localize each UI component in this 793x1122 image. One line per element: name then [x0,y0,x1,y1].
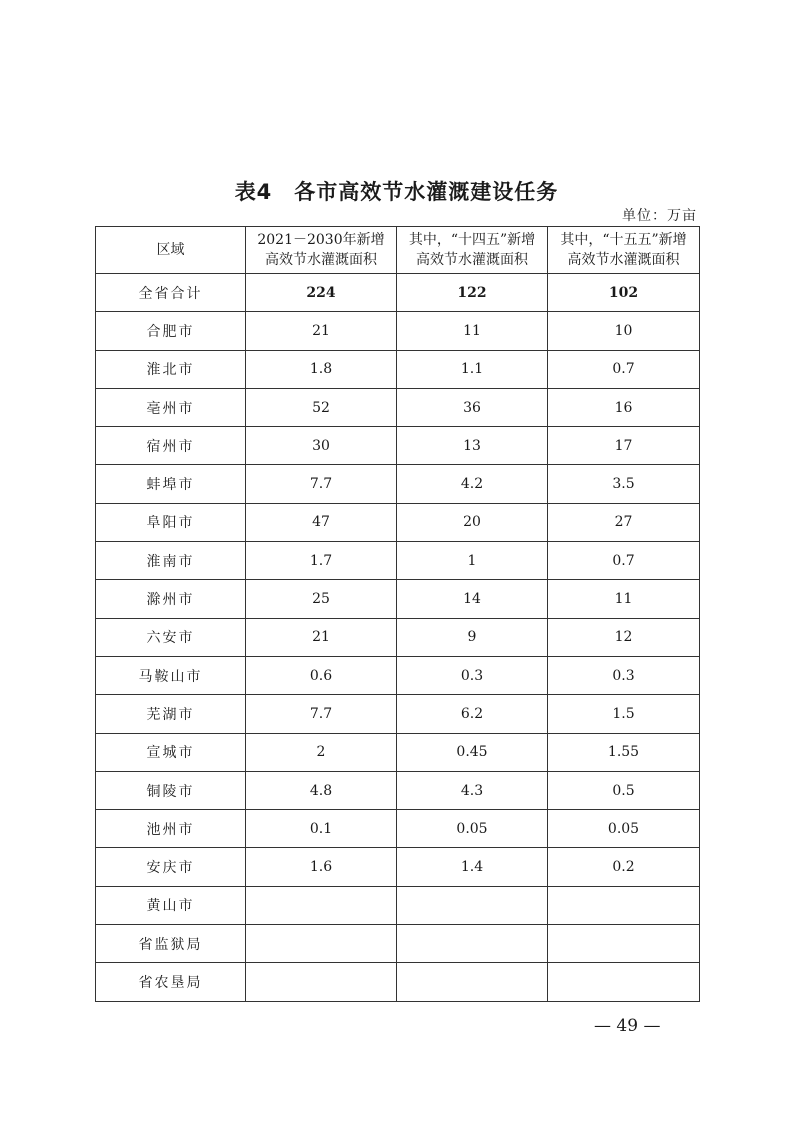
total-cell: 21 [246,312,397,350]
table-row [96,733,700,771]
header-14th-line1: 其中，“十四五”新增 [408,232,536,248]
p14-cell: 0.3 [397,656,548,694]
table-row [96,503,700,541]
total-cell: 30 [246,427,397,465]
p14-cell [397,925,548,963]
table-row [96,848,700,886]
header-15th-line1: 其中，“十五五”新增 [560,232,687,248]
total-cell: 47 [246,503,397,541]
total-cell: 4.8 [246,771,397,809]
p15-cell: 17 [548,427,700,465]
total-cell: 0.1 [246,810,397,848]
region-cell: 亳州市 [96,388,246,426]
region-cell: 合肥市 [96,312,246,350]
irrigation-task-table [95,226,700,1002]
total-cell: 7.7 [246,465,397,503]
p14-cell: 13 [397,427,548,465]
p15-cell: 0.5 [548,771,700,809]
header-14th-line2: 高效节水灌溉面积 [416,252,528,268]
region-cell: 六安市 [96,618,246,656]
table-row [96,580,700,618]
p14-cell: 6.2 [397,695,548,733]
p15-cell: 10 [548,312,700,350]
p15-cell: 0.2 [548,848,700,886]
region-cell: 省农垦局 [96,963,246,1001]
table-row [96,465,700,503]
table-row [96,963,700,1001]
header-total-line2: 高效节水灌溉面积 [265,252,377,268]
p14-cell [397,886,548,924]
table-row [96,350,700,388]
p14-cell: 1.4 [397,848,548,886]
region-cell: 池州市 [96,810,246,848]
region-cell: 宿州市 [96,427,246,465]
header-row [96,227,700,274]
table-row [96,810,700,848]
table-row-total [96,274,700,312]
p15-cell [548,925,700,963]
p15-cell: 0.7 [548,542,700,580]
table-body [96,274,700,1002]
p15-cell: 12 [548,618,700,656]
p14-cell: 9 [397,618,548,656]
p15-cell: 1.55 [548,733,700,771]
total-cell: 0.6 [246,656,397,694]
total-cell: 1.7 [246,542,397,580]
header-region: 区域 [96,227,246,274]
region-cell: 铜陵市 [96,771,246,809]
p14-cell: 0.05 [397,810,548,848]
p14-cell: 36 [397,388,548,426]
total-cell: 1.6 [246,848,397,886]
p14-cell: 4.2 [397,465,548,503]
p15-cell [548,963,700,1001]
total-cell: 52 [246,388,397,426]
table-row [96,695,700,733]
page-number: — 49 — [594,1016,661,1036]
total-cell: 2 [246,733,397,771]
p14-cell [397,963,548,1001]
table-row [96,388,700,426]
p15-cell: 3.5 [548,465,700,503]
total-cell: 1.8 [246,350,397,388]
table-row [96,618,700,656]
p14-cell: 1.1 [397,350,548,388]
region-cell: 黄山市 [96,886,246,924]
p14-cell: 11 [397,312,548,350]
total-cell [246,886,397,924]
total-cell [246,963,397,1001]
table-row [96,925,700,963]
region-cell: 淮南市 [96,542,246,580]
region-cell: 马鞍山市 [96,656,246,694]
region-cell: 全省合计 [96,274,246,312]
p14-cell: 14 [397,580,548,618]
region-cell: 宣城市 [96,733,246,771]
p14-cell: 4.3 [397,771,548,809]
header-15th-line2: 高效节水灌溉面积 [567,252,680,268]
table-row [96,542,700,580]
p14-cell: 1 [397,542,548,580]
p14-cell: 122 [397,274,548,312]
p15-cell: 11 [548,580,700,618]
p15-cell: 1.5 [548,695,700,733]
header-15th-plan [548,227,700,274]
p15-cell [548,886,700,924]
table-row [96,656,700,694]
total-cell: 7.7 [246,695,397,733]
p15-cell: 27 [548,503,700,541]
p15-cell: 0.05 [548,810,700,848]
header-14th-plan [397,227,548,274]
total-cell [246,925,397,963]
region-cell: 省监狱局 [96,925,246,963]
table-row [96,427,700,465]
header-total-line1: 2021－2030年新增 [257,232,385,248]
unit-label: 单位：万亩 [622,208,697,224]
table-row [96,771,700,809]
p14-cell: 0.45 [397,733,548,771]
p14-cell: 20 [397,503,548,541]
region-cell: 蚌埠市 [96,465,246,503]
table-row [96,312,700,350]
region-cell: 滁州市 [96,580,246,618]
total-cell: 21 [246,618,397,656]
table-title: 表4 各市高效节水灌溉建设任务 [234,180,559,204]
total-cell: 25 [246,580,397,618]
region-cell: 淮北市 [96,350,246,388]
region-cell: 芜湖市 [96,695,246,733]
p15-cell: 0.7 [548,350,700,388]
p15-cell: 0.3 [548,656,700,694]
region-cell: 安庆市 [96,848,246,886]
region-cell: 阜阳市 [96,503,246,541]
header-total [246,227,397,274]
p15-cell: 16 [548,388,700,426]
p15-cell: 102 [548,274,700,312]
table-row [96,886,700,924]
total-cell: 224 [246,274,397,312]
